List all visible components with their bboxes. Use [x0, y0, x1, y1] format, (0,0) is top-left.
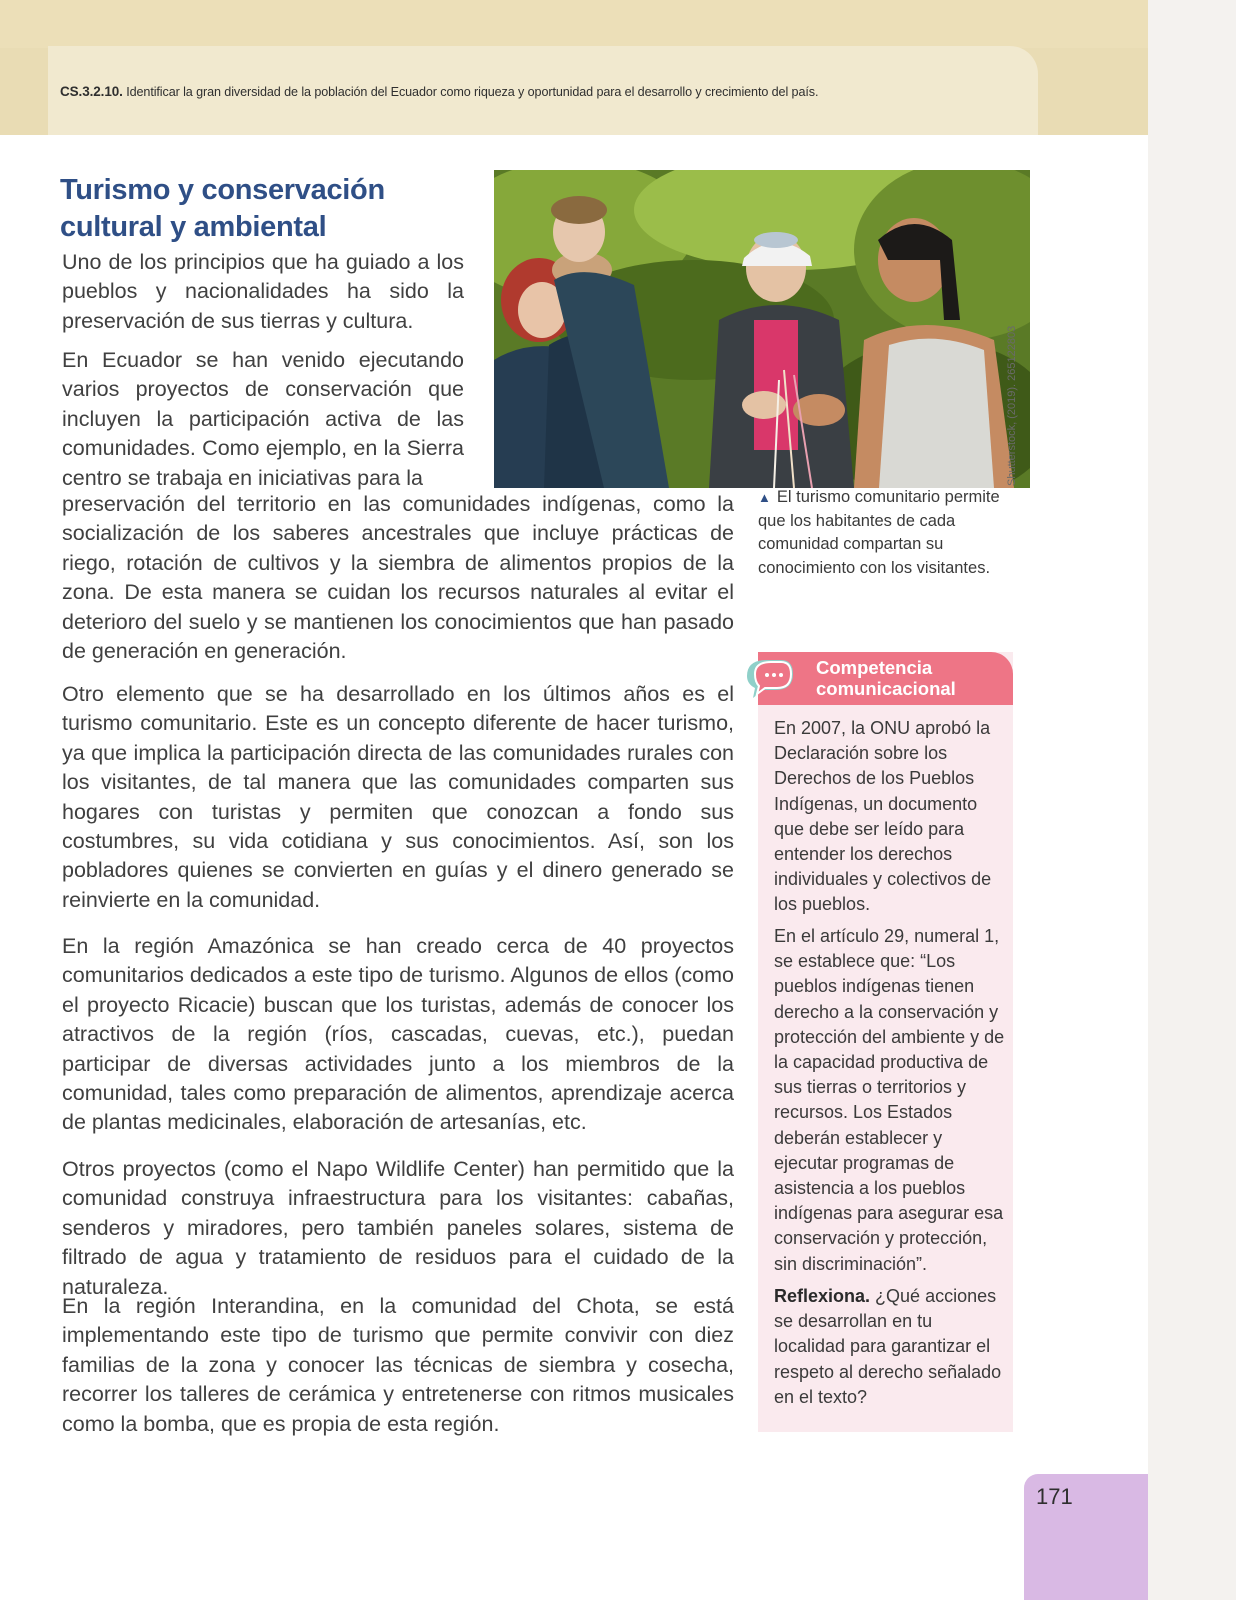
competencia-text-onu: En 2007, la ONU aprobó la Declaración sobre los Derechos de los Pueblos Indígenas, un documento que debe ser leído para entender los derechos individuales y colectivos de los pueblos.: [774, 718, 992, 915]
reflexiona-question: ¿Qué acciones se desarrollan en tu localidad para garantizar el respeto al derecho señalado en el texto?: [774, 1286, 1002, 1407]
competencia-title-line1: Competencia: [816, 657, 933, 678]
paragraph-region-amazonica: En la región Amazónica se han creado cerca de 40 proyectos comunitarios dedicados a este tipo de turismo. Algunos de ellos (como el proyecto Ricacie) buscan que los turistas, además de conocer los atractivos de la región (ríos, cascadas, cuevas, etc.), puedan participar de diversas actividades junto a los miembros de la comunidad, tales como preparación de alimentos, aprendizaje acerca de plantas medicinales, elaboración de artesanías, etc.: [62, 934, 734, 1135]
triangle-up-icon: ▲: [758, 490, 771, 505]
paragraph-ecuador-start: En Ecuador se han venido ejecutando varios proyectos de conservación que incluyen la participación activa de las comunidades. Como ejemplo, en la Sierra centro se trabaja en iniciativas para la: [62, 348, 464, 490]
competencia-title-line2: comunicacional: [816, 678, 956, 699]
header-band-top: [0, 0, 1148, 48]
photo-credit: Shutterstock, (2019). 265122803: [1006, 325, 1018, 486]
section-title-line2: cultural y ambiental: [60, 211, 327, 243]
section-title: [60, 172, 480, 246]
paragraph-turismo-comunitario: Otro elemento que se ha desarrollado en los últimos años es el turismo comunitario. Este es un concepto diferente de hacer turismo, ya que implica la participación directa de las comunidades rurales con los visitantes, de tal manera que las comunidades comparten sus hogares con turistas y permiten que conozcan a fondo sus costumbres, su vida cotidiana y sus conocimientos. Así, son los pobladores quienes se convierten en guías y el dinero generado se reinvierte en la comunidad.: [62, 682, 734, 912]
paragraph-napo-wildlife: Otros proyectos (como el Napo Wildlife Center) han permitido que la comunidad construya infraestructura para los visitantes: cabañas, senderos y miradores, pero también paneles solares, sistema de filtrado de agua y tratamiento de residuos para el cuidado de la naturaleza.: [62, 1157, 734, 1299]
paragraph-ecuador-end: preservación del territorio en las comunidades indígenas, como la socialización de los saberes ancestrales que incluye prácticas de riego, rotación de cultivos y la siembra de alimentos propios de la zona. De esta manera se cuidan los recursos naturales al evitar el deterioro del suelo y se mantienen los conocimientos que han pasado de generación en generación.: [62, 492, 734, 664]
reflexiona-label: Reflexiona.: [774, 1286, 871, 1306]
photo-illustration: [494, 170, 1030, 488]
section-title-line1: Turismo y conservación: [60, 174, 385, 206]
objective-code: CS.3.2.10.: [60, 84, 123, 99]
photo-community-tourism: [494, 170, 1030, 488]
photo-caption: [758, 486, 1018, 580]
competencia-title: [816, 657, 1006, 699]
paragraph-principios: Uno de los principios que ha guiado a los pueblos y nacionalidades ha sido la preservación de sus tierras y cultura.: [62, 250, 464, 333]
competencia-reflexiona: [774, 1284, 1006, 1410]
objective-description: Identificar la gran diversidad de la población del Ecuador como riqueza y oportunidad para el desarrollo y crecimiento del país.: [126, 85, 819, 99]
competencia-text-articulo: En el artículo 29, numeral 1, se establece que: “Los pueblos indígenas tienen derecho a la conservación y protección del ambiente y de la capacidad productiva de sus tierras o territorios y recursos. Los Estados deberán establecer y ejecutar programas de asistencia a los pueblos indígenas para asegurar esa conservación y protección, sin discriminación”.: [774, 926, 1005, 1274]
paragraph-region-interandina: En la región Interandina, en la comunidad del Chota, se está implementando este tipo de turismo que permite convivir con diez familias de la zona y conocer las técnicas de siembra y cosecha, recorrer los talleres de cerámica y entretenerse con ritmos musicales como la bomba, que es propia de esta región.: [62, 1294, 734, 1436]
objective-text: [60, 84, 1020, 99]
page-margin: [1148, 0, 1236, 1600]
page-number: 171: [1036, 1484, 1073, 1509]
photo-caption-text: El turismo comunitario permite que los habitantes de cada comunidad compartan su conocimiento con los visitantes.: [758, 488, 1000, 577]
speech-bubble-icon: [741, 654, 797, 702]
